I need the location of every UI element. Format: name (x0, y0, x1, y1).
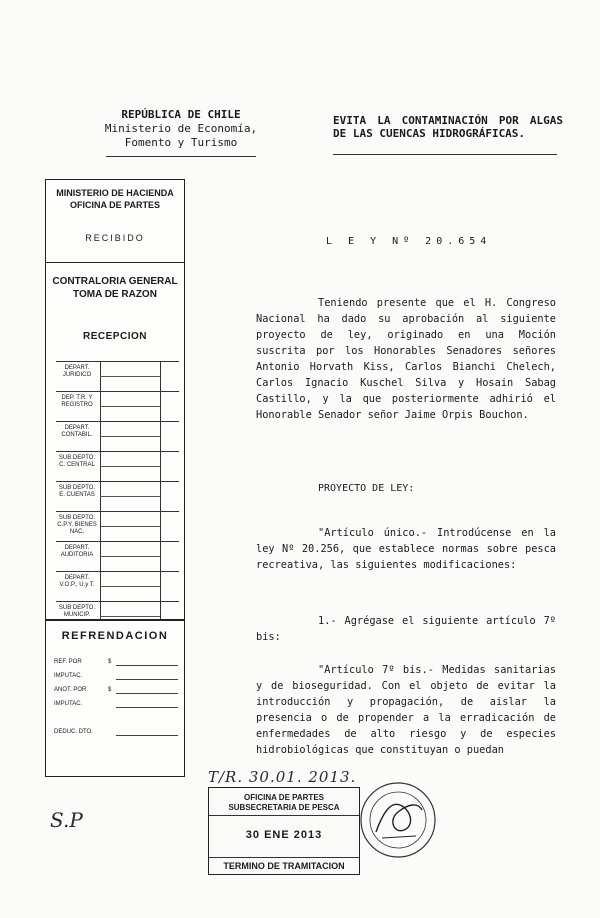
recepcion-row (56, 421, 179, 451)
article-paragraph (256, 525, 556, 573)
recepcion-row (56, 541, 179, 571)
official-seal-icon (358, 780, 438, 860)
stamp-refrendacion (45, 620, 185, 777)
refrendacion-row (54, 687, 182, 693)
refrendacion-row-label: REF. POR (54, 659, 82, 665)
refrendacion-row-mark: $ (108, 687, 112, 693)
recepcion-table (56, 361, 179, 632)
recepcion-row (56, 361, 179, 391)
handwritten-initials: S.P (50, 808, 83, 832)
title-underline (333, 154, 557, 155)
recepcion-row-label: DEPART. V.O.P., U.y T. (59, 575, 95, 588)
stamp-oficina-partes (208, 787, 360, 875)
item1-text: 1.- Agrégase el siguiente artículo 7º bis: (256, 615, 556, 643)
refrendacion-row (54, 673, 182, 679)
item1-paragraph (256, 613, 556, 645)
stamp-hacienda-line1: MINISTERIO DE HACIENDA (56, 188, 174, 198)
stamp-contraloria-recepcion: RECEPCION (83, 331, 147, 342)
stamp-oficina-line1: OFICINA DE PARTES (243, 793, 324, 802)
stamp-hacienda-line2: OFICINA DE PARTES (69, 200, 160, 210)
stamp-contraloria-line1: CONTRALORIA GENERAL (52, 276, 178, 287)
stamp-oficina-line2: SUBSECRETARIA DE PESCA (209, 803, 359, 816)
law-number: L E Y Nº 20.654 (326, 236, 492, 247)
ministry-name-line2: Fomento y Turismo (124, 136, 238, 149)
refrendacion-row-label: DEDUC. DTO. (54, 729, 93, 735)
article7-text: "Artículo 7º bis.- Medidas sanitarias y de bioseguridad. Con el objeto de evitar la introducción y propagación, de aislar la presencia o de propender a la erradicación de enfermedades de alto riesgo y de especies hidrobiológicas que constituyan o puedan (256, 664, 556, 756)
recepcion-row-label: SUB DEPTO. C. CENTRAL (58, 455, 96, 468)
stamp-contraloria-line2: TOMA DE RAZON (73, 289, 157, 300)
ministry-name-line1: Ministerio de Economía, (104, 122, 258, 135)
stamp-oficina-date: 30 ENE 2013 (245, 829, 323, 841)
handwritten-date: T/R. 30.01. 2013. (208, 768, 357, 786)
stamp-hacienda (45, 179, 185, 263)
refrendacion-row-label: ANOT. POR (54, 687, 87, 693)
recepcion-row-label: SUB DEPTO. MUNICIP. (58, 605, 96, 618)
stamp-oficina-footer: TERMINO DE TRAMITACION (209, 857, 359, 874)
proyecto-heading: PROYECTO DE LEY: (318, 483, 415, 494)
stamp-refrendacion-title: REFRENDACION (61, 630, 169, 642)
country-name: REPÚBLICA DE CHILE (121, 108, 241, 121)
stamp-contraloria (45, 262, 185, 620)
recepcion-row-label: SUB DEPTO. C.P.Y. BIENES NAC. (57, 515, 97, 535)
header-underline (106, 156, 256, 157)
recepcion-row (56, 391, 179, 421)
intro-text: Teniendo presente que el H. Congreso Nacional ha dado su aprobación al siguiente proyecto de ley, originado en una Moción suscrita por los Honorables Senadores señores Antonio Horvath Kiss, Carlos Bianchi Chelech, Carlos Ignacio Kuschel Silva y Hosain Sabag Castillo, y la que posteriormente adhirió el Honorable Senador señor Jaime Orpis Bouchon. (256, 297, 556, 421)
stamp-hacienda-received: RECIBIDO (85, 233, 145, 243)
refrendacion-row-label: IMPUTAC. (54, 701, 83, 707)
refrendacion-row (54, 729, 182, 735)
recepcion-row (56, 481, 179, 511)
refrendacion-row (54, 659, 182, 665)
recepcion-row-label: DEPART. AUDITORIA (60, 545, 94, 558)
refrendacion-row (54, 701, 182, 707)
recepcion-row (56, 571, 179, 601)
refrendacion-row-label: IMPUTAC. (54, 673, 83, 679)
recepcion-row (56, 451, 179, 481)
ministry-header (86, 108, 276, 157)
recepcion-row-label: DEPART. CONTABIL. (61, 425, 93, 438)
recepcion-row-label: DEP. T.R. Y REGISTRO (61, 395, 93, 408)
article7-paragraph (256, 662, 556, 758)
refrendacion-row-mark: $ (108, 659, 112, 665)
law-title (333, 114, 563, 155)
article-text: "Artículo único.- Introdúcense en la ley Nº 20.256, que establece normas sobre pesca recreativa, las siguientes modificaciones: (256, 527, 556, 571)
law-title-text: EVITA LA CONTAMINACIÓN POR ALGAS DE LAS CUENCAS HIDROGRÁFICAS. (333, 114, 563, 140)
recepcion-row-label: SUB DEPTO. E. CUENTAS (58, 485, 96, 498)
recepcion-row-label: DEPART. JURIDICO (62, 365, 92, 378)
recepcion-row (56, 511, 179, 541)
intro-paragraph (256, 295, 556, 423)
